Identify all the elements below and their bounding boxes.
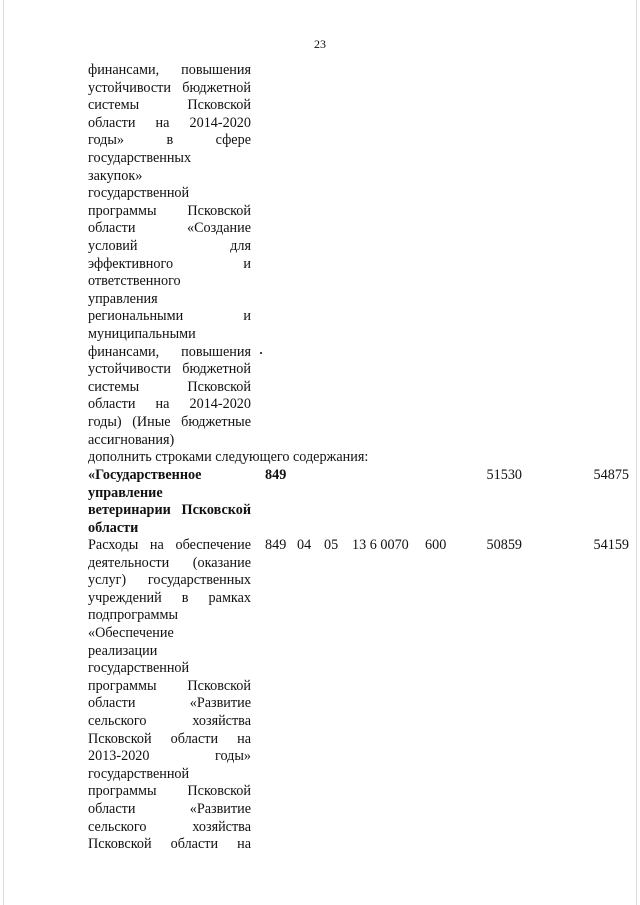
text-line: системы Псковской bbox=[88, 97, 251, 114]
text-line: ответственного bbox=[88, 273, 181, 290]
scan-speck bbox=[260, 352, 262, 354]
text-line: области на 2014-2020 bbox=[88, 396, 251, 413]
text-line: устойчивости бюджетной bbox=[88, 361, 251, 378]
text-line: области «Создание bbox=[88, 220, 251, 237]
text-line: реализации bbox=[88, 642, 158, 659]
text-line: системы Псковской bbox=[88, 378, 251, 395]
text-line: эффективного и bbox=[88, 255, 251, 272]
text-line: сельского хозяйства bbox=[88, 818, 251, 835]
text-line: области на 2014-2020 bbox=[88, 114, 251, 131]
text-line: учреждений в рамках bbox=[88, 589, 251, 606]
row1-code: 849 bbox=[265, 467, 287, 483]
text-line: области bbox=[88, 519, 139, 536]
text-line: управление bbox=[88, 484, 163, 501]
text-line: Расходы на обеспечение bbox=[88, 537, 251, 553]
page-number: 23 bbox=[314, 37, 326, 51]
text-line: региональными и bbox=[88, 308, 251, 325]
row2-expense-type: 600 bbox=[425, 537, 447, 553]
text-line: 2013-2020 годы» bbox=[88, 748, 251, 765]
text-line: годы) (Иные бюджетные bbox=[88, 414, 251, 430]
text-line: закупок» bbox=[88, 167, 143, 184]
text-line: государственных bbox=[88, 150, 192, 166]
right-page-edge bbox=[636, 0, 637, 905]
instruction-text: дополнить строками следующего содержания: bbox=[88, 449, 369, 465]
row2-value-2020: 54159 bbox=[593, 537, 629, 553]
text-line: управления bbox=[88, 290, 158, 307]
text-line: муниципальными bbox=[88, 326, 196, 342]
text-line: услуг) государственных bbox=[88, 572, 251, 589]
row2-value-2019: 50859 bbox=[486, 537, 522, 553]
text-line: деятельности (оказание bbox=[88, 554, 251, 571]
left-page-edge bbox=[3, 0, 4, 905]
text-line: устойчивости бюджетной bbox=[88, 79, 251, 96]
text-line: сельского хозяйства bbox=[88, 713, 251, 729]
text-line: области «Развитие bbox=[88, 801, 251, 817]
row2-section: 04 bbox=[297, 537, 312, 553]
text-line: условий для bbox=[88, 238, 251, 254]
text-line: государственной bbox=[88, 765, 190, 782]
row1-value-2019: 51530 bbox=[486, 467, 522, 483]
text-line: подпрограммы bbox=[88, 607, 178, 624]
text-line: области «Развитие bbox=[88, 695, 251, 712]
row2-subsection: 05 bbox=[324, 537, 339, 553]
text-line: программы Псковской bbox=[88, 202, 251, 219]
text-line: «Обеспечение bbox=[88, 625, 174, 641]
text-line: ветеринарии Псковской bbox=[88, 502, 251, 519]
text-line: «Государственное bbox=[88, 467, 202, 483]
text-line: государственной bbox=[88, 660, 190, 677]
text-line: финансами, повышения bbox=[88, 343, 251, 360]
text-line: Псковской области на bbox=[88, 836, 251, 853]
row2-code: 849 bbox=[265, 537, 287, 553]
row2-target: 13 6 0070 bbox=[352, 537, 409, 553]
text-line: программы Псковской bbox=[88, 783, 251, 800]
text-line: государственной bbox=[88, 185, 190, 202]
text-line: годы» в сфере bbox=[88, 132, 251, 149]
text-line: программы Псковской bbox=[88, 677, 251, 694]
text-line: Псковской области на bbox=[88, 730, 251, 747]
text-line: финансами, повышения bbox=[88, 62, 251, 78]
text-line: ассигнования) bbox=[88, 431, 175, 448]
row1-value-2020: 54875 bbox=[593, 467, 629, 483]
